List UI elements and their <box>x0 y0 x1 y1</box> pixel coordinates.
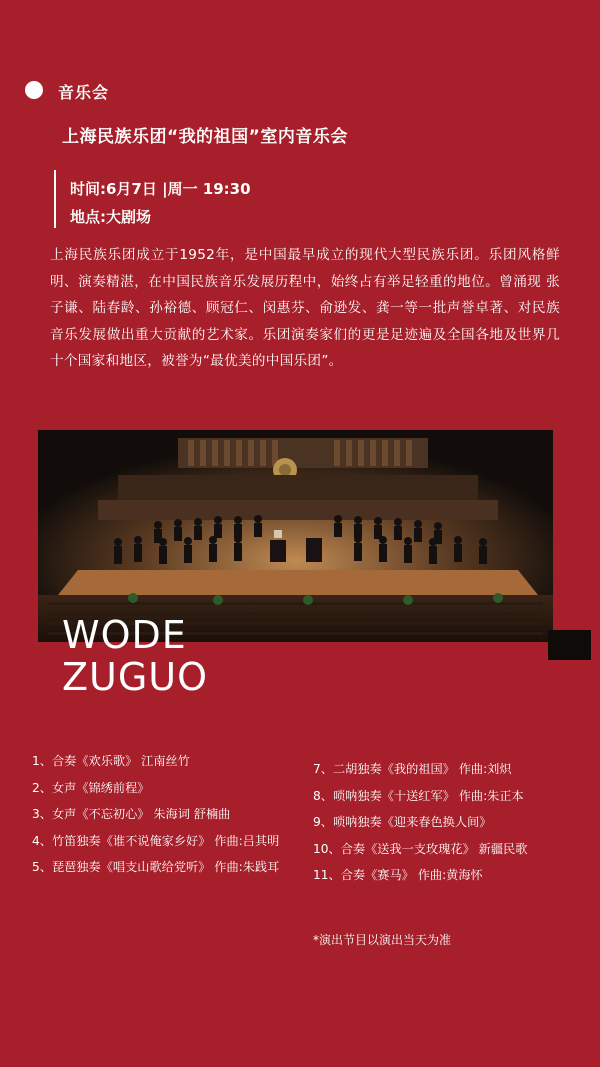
program-item: 5、琵琶独奏《唱支山歌给党听》 作曲:朱践耳 <box>32 860 280 874</box>
program-item: 3、女声《不忘初心》 朱海词 舒楠曲 <box>32 807 231 821</box>
info-divider <box>54 170 56 228</box>
program-list-left <box>32 748 279 881</box>
program-item: 4、竹笛独奏《谁不说俺家乡好》 作曲:吕其明 <box>32 833 280 848</box>
category-label: 音乐会 <box>58 83 110 102</box>
time-info: 时间:6月7日 |周一 19:30 <box>70 180 251 198</box>
program-item: 7、二胡独奏《我的祖国》 作曲:刘炽 <box>313 762 512 776</box>
program-item: 1、合奏《欢乐歌》 江南丝竹 <box>32 754 190 768</box>
concert-hall-illustration <box>38 430 553 642</box>
program-item: 10、合奏《送我一支玫瑰花》 新疆民歌 <box>313 841 528 856</box>
photo-background <box>38 430 553 642</box>
program-item: 11、合奏《赛马》 作曲:黄海怀 <box>313 868 483 882</box>
wordmark-line-2: ZUGUO <box>62 655 209 699</box>
footnote: *演出节目以演出当天为准 <box>313 933 452 947</box>
place-info: 地点:大剧场 <box>70 208 151 226</box>
wordmark <box>62 614 208 698</box>
intro-paragraph: 上海民族乐团成立于1952年，是中国最早成立的现代大型民族乐团。乐团风格鲜明、演奏精湛，在中国民族音乐发展历程中，始终占有举足轻重的地位。曾涌现 张子谦、陆春龄、孙裕德、顾冠仁、闵惠芬、俞逊发、龚一等一批声誉卓著、对民族音乐发展做出重大贡献的艺术家。乐团演奏家们的更是足迹遍及全国各地及世界几十个国家和地区，被誉为“最优美的中国乐团”。 <box>50 247 560 369</box>
bullet-dot-icon <box>25 81 43 99</box>
program-list-right <box>313 756 527 889</box>
concert-title: 上海民族乐团“我的祖国”室内音乐会 <box>62 127 348 147</box>
program-item: 2、女声《锦绣前程》 <box>32 780 150 795</box>
photo-extension-block <box>548 630 591 660</box>
program-item: 9、唢呐独奏《迎来春色换人间》 <box>313 815 492 829</box>
wordmark-line-1: WODE <box>62 613 187 657</box>
program-item: 8、唢呐独奏《十送红军》 作曲:朱正本 <box>313 788 524 803</box>
